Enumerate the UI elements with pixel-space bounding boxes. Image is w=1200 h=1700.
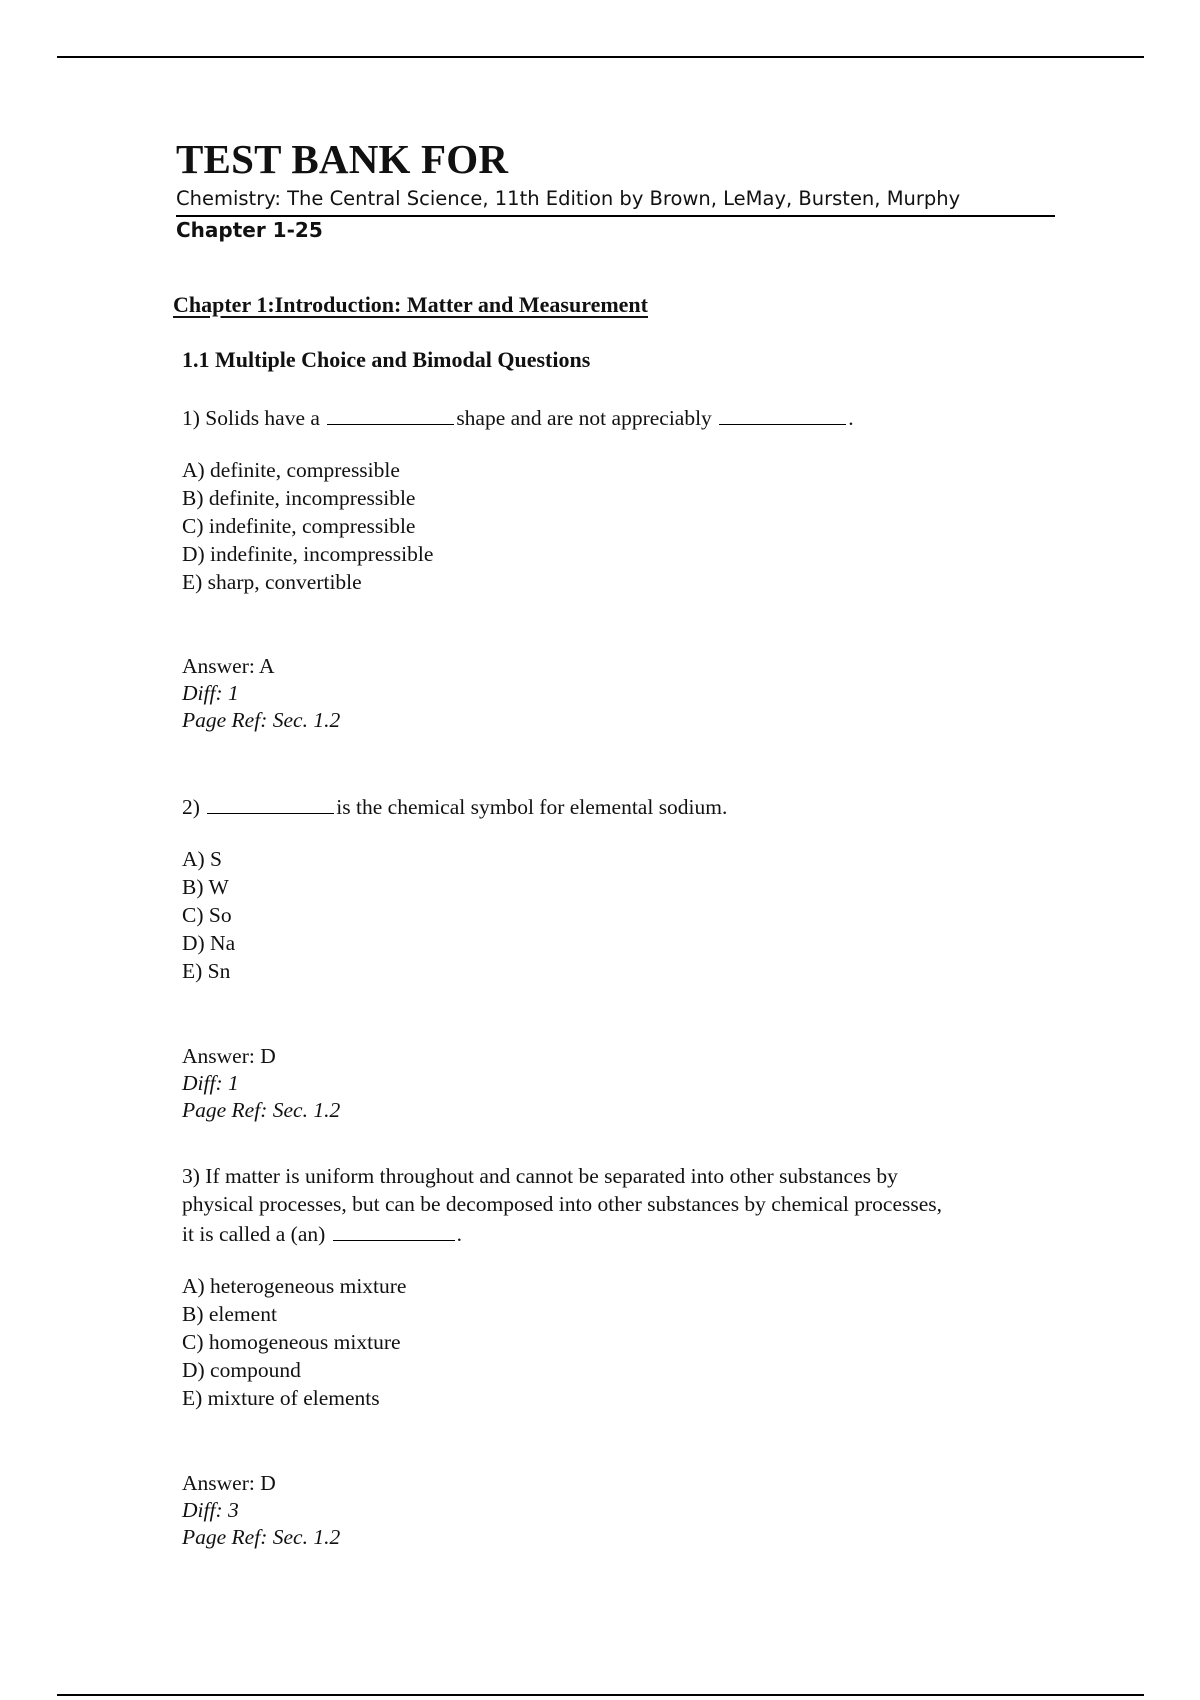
answer-blank — [719, 402, 846, 425]
option: B) definite, incompressible — [182, 486, 416, 510]
difficulty: Diff: 3 — [182, 1498, 239, 1522]
option: C) So — [182, 903, 232, 927]
question-3 — [182, 1162, 942, 1412]
options-list — [182, 1272, 942, 1412]
section-heading: 1.1 Multiple Choice and Bimodal Questions — [182, 347, 591, 372]
answer-blank — [333, 1218, 455, 1241]
page-ref: Page Ref: Sec. 1.2 — [182, 708, 341, 732]
option: A) S — [182, 847, 223, 871]
stem-line: 3) If matter is uniform throughout and cannot be separated into other substances by — [182, 1164, 898, 1188]
question-1 — [182, 402, 854, 596]
page-ref: Page Ref: Sec. 1.2 — [182, 1525, 341, 1549]
chapter-heading: Chapter 1:Introduction: Matter and Measurement — [173, 292, 648, 317]
page-ref: Page Ref: Sec. 1.2 — [182, 1098, 341, 1122]
stem-text: 2) — [182, 795, 206, 819]
stem-text: 1) Solids have a — [182, 406, 326, 430]
top-rule — [57, 56, 1144, 58]
chapter-range: Chapter 1-25 — [176, 218, 323, 242]
option: C) indefinite, compressible — [182, 514, 416, 538]
option: E) Sn — [182, 959, 231, 983]
stem-line: physical processes, but can be decomposed into other substances by chemical processes, — [182, 1192, 943, 1216]
option: D) indefinite, incompressible — [182, 542, 434, 566]
answer: Answer: D — [182, 1471, 276, 1495]
answer: Answer: A — [182, 654, 275, 678]
option: D) Na — [182, 931, 236, 955]
option: E) sharp, convertible — [182, 570, 362, 594]
difficulty: Diff: 1 — [182, 681, 239, 705]
question-2 — [182, 791, 727, 985]
question-3-meta — [182, 1470, 340, 1551]
stem-text: is the chemical symbol for elemental sodium. — [336, 795, 728, 819]
question-1-meta — [182, 653, 340, 734]
stem-text: . — [848, 406, 854, 430]
option: B) W — [182, 875, 229, 899]
answer-blank — [327, 402, 454, 425]
question-stem — [182, 791, 727, 821]
question-2-meta — [182, 1043, 340, 1124]
option: B) element — [182, 1302, 277, 1326]
question-stem — [182, 1162, 942, 1248]
document-title: TEST BANK FOR — [176, 136, 509, 182]
option: D) compound — [182, 1358, 301, 1382]
answer: Answer: D — [182, 1044, 276, 1068]
option: A) heterogeneous mixture — [182, 1274, 407, 1298]
options-list — [182, 845, 727, 985]
option: C) homogeneous mixture — [182, 1330, 401, 1354]
difficulty: Diff: 1 — [182, 1071, 239, 1095]
answer-blank — [207, 791, 334, 814]
option: E) mixture of elements — [182, 1386, 380, 1410]
stem-text: shape and are not appreciably — [456, 406, 718, 430]
options-list — [182, 456, 854, 596]
stem-text: it is called a (an) — [182, 1222, 331, 1246]
option: A) definite, compressible — [182, 458, 400, 482]
book-subtitle: Chemistry: The Central Science, 11th Edition by Brown, LeMay, Bursten, Murphy — [176, 184, 1055, 217]
question-stem — [182, 402, 854, 432]
stem-text: . — [456, 1222, 463, 1246]
bottom-rule — [57, 1694, 1144, 1696]
